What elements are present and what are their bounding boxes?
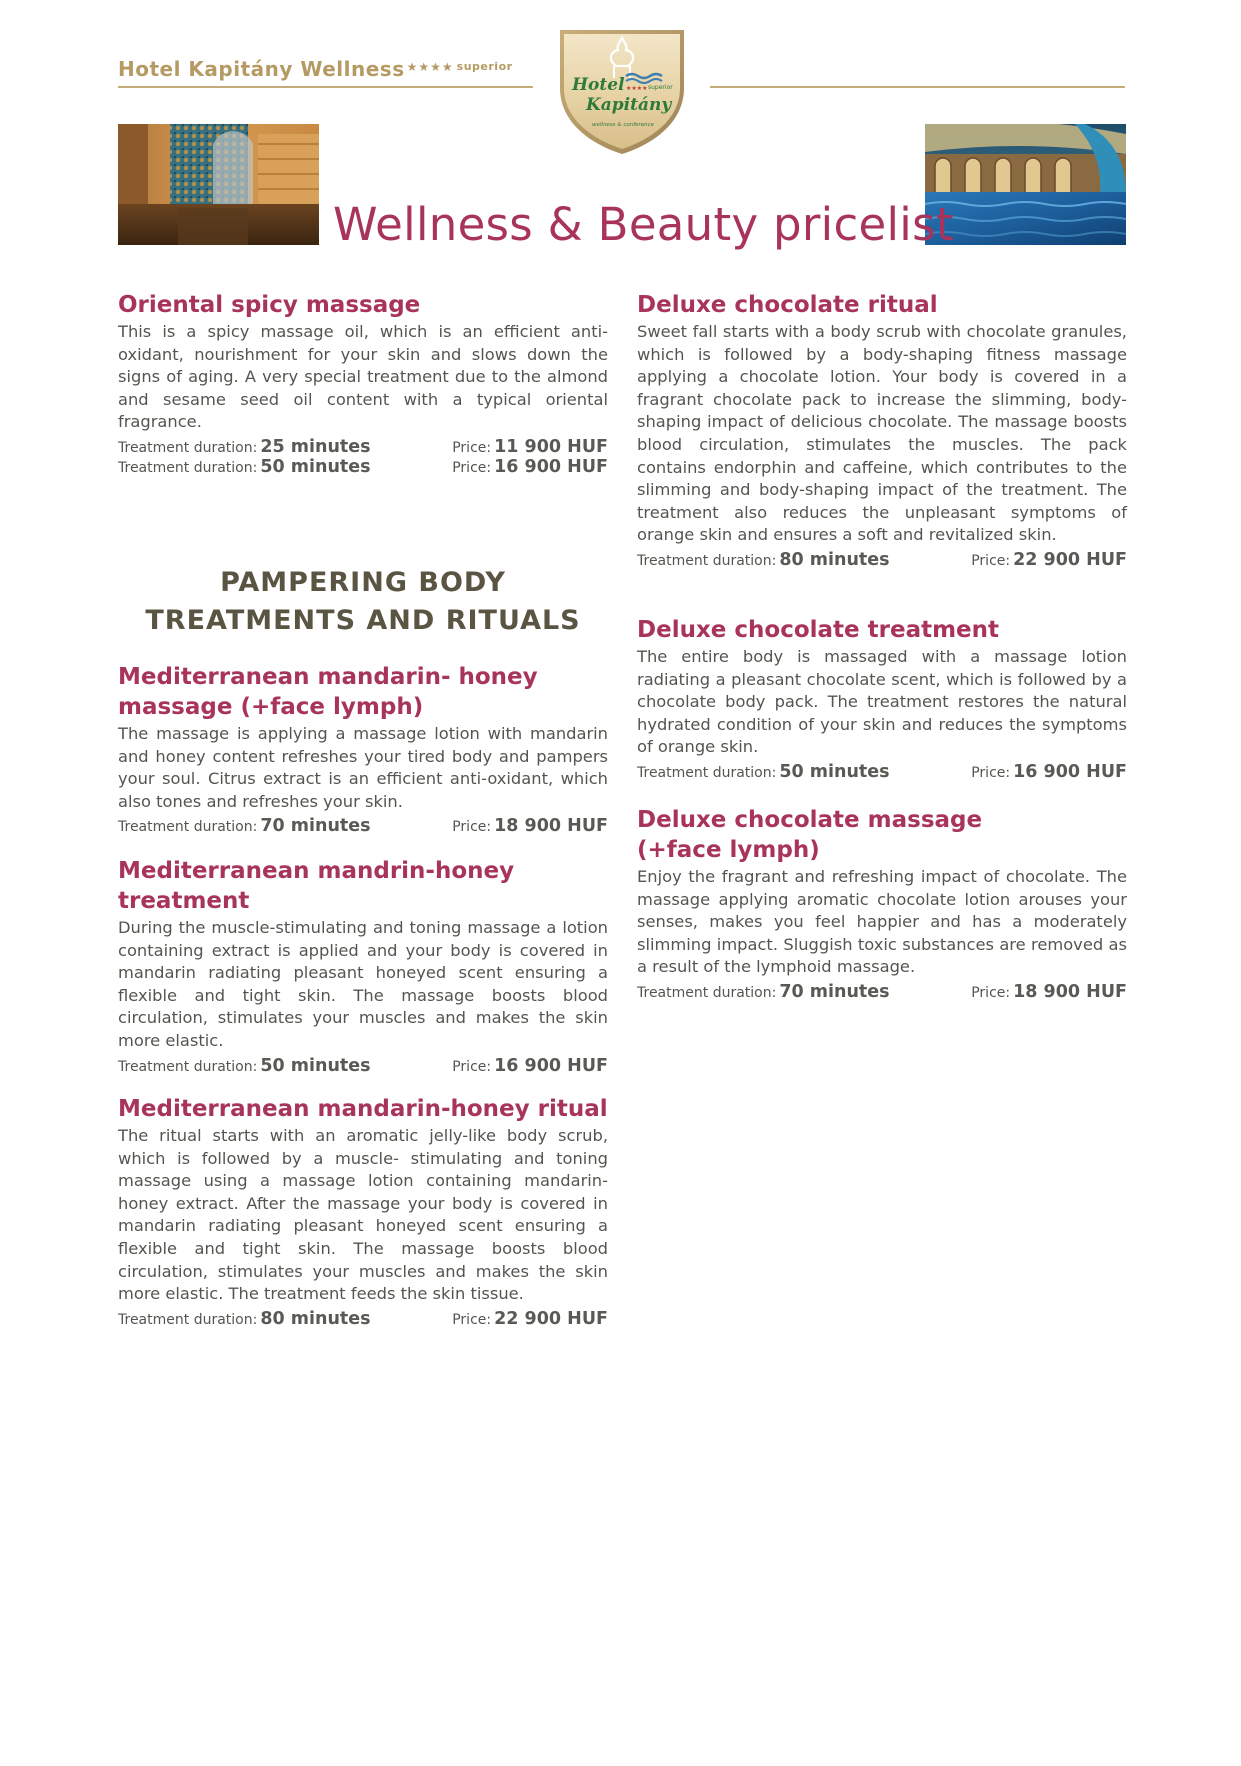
duration-value: 70 minutes: [779, 981, 890, 1002]
treatment-option-row: [637, 762, 1127, 782]
logo-tagline: wellness & conference: [592, 122, 655, 128]
treatment-description: The massage is applying a massage lotion with mandarin and honey content refreshes your tired body and pampers your soul. Citrus extract is an efficient anti-oxidant, which also tones and refreshes your skin.: [118, 724, 608, 811]
duration-label: Treatment duration:: [637, 984, 777, 1001]
treatment-mandarin-honey-massage: [118, 662, 608, 836]
price-value: 16 900 HUF: [1013, 761, 1127, 782]
price-label: Price:: [971, 764, 1011, 781]
duration-value: 50 minutes: [260, 456, 371, 477]
hotel-brand: [118, 57, 513, 81]
brand-name: Hotel Kapitány Wellness: [118, 57, 405, 81]
spa-photo-left: [118, 124, 319, 245]
treatment-title: Deluxe chocolate ritual: [637, 292, 938, 318]
treatment-mandarin-honey-ritual: [118, 1094, 608, 1329]
treatment-option-row: [637, 550, 1127, 570]
treatment-option-row: [118, 457, 608, 477]
duration-value: 80 minutes: [779, 549, 890, 570]
price-value: 18 900 HUF: [494, 816, 608, 837]
price-label: Price:: [452, 819, 492, 836]
treatment-title-line: Deluxe chocolate massage: [637, 807, 983, 833]
treatment-description: The ritual starts with an aromatic jelly-like body scrub, which is followed by a muscle- stimulating and toning massage using a massage lotion containing mandarin-honey extract. After the massage your body is covered in mandarin radiating pleasant honeyed scent ensuring a flexible and tight skin. The massage boosts blood circulation, stimulates your muscles and makes the skin more elastic. The treatment feeds the skin tissue.: [118, 1126, 608, 1304]
treatment-title-line: (+face lymph): [637, 837, 820, 863]
page-title: Wellness & Beauty pricelist: [333, 198, 954, 251]
brand-class: superior: [456, 60, 513, 73]
logo-text-hotel: Hotel: [572, 75, 625, 95]
logo-stars: ★★★★: [626, 85, 648, 92]
section-heading-line: PAMPERING BODY: [220, 567, 506, 598]
logo-text-kapitany: Kapitány: [586, 95, 672, 115]
price-label: Price:: [452, 459, 492, 476]
duration-label: Treatment duration:: [637, 552, 777, 569]
price-label: Price:: [971, 552, 1011, 569]
treatment-option-row: [637, 982, 1127, 1002]
duration-label: Treatment duration:: [118, 459, 258, 476]
treatment-description: During the muscle-stimulating and toning massage a lotion containing extract is applied and your body is covered in mandarin radiating pleasant honeyed scent ensuring a flexible and tight skin. The massage boosts blood circulation, stimulates your muscles and makes the skin more elastic.: [118, 918, 608, 1050]
hotel-logo: [556, 26, 688, 156]
price-value: 16 900 HUF: [494, 1055, 608, 1076]
treatment-description: Sweet fall starts with a body scrub with chocolate granules, which is followed by a body-shaping fitness massage applying a chocolate lotion. Your body is covered in a fragrant chocolate pack to increase the slimming, body-shaping impact of delicious chocolate. The massage boosts blood circulation, stimulates the muscles. The pack contains endorphin and caffeine, which contributes to the slimming and body-shaping impact of the treatment. The treatment also reduces the unpleasant symptoms of orange skin and ensures a soft and revitalized skin.: [637, 322, 1127, 545]
duration-label: Treatment duration:: [118, 1311, 258, 1328]
treatment-deluxe-chocolate-massage: [637, 805, 1127, 1002]
treatment-title: Mediterranean mandarin-honey ritual: [118, 1096, 608, 1122]
treatment-description: Enjoy the fragrant and refreshing impact of chocolate. The massage applying aromatic chocolate lotion arouses your senses, makes you feel happier and has a moderately slimming impact. Sluggish toxic substances are removed as a result of the lymphoid massage.: [637, 867, 1127, 977]
duration-value: 50 minutes: [260, 1055, 371, 1076]
treatment-title: [118, 662, 608, 722]
treatment-deluxe-chocolate-treatment: [637, 615, 1127, 782]
duration-label: Treatment duration:: [118, 1058, 258, 1075]
treatment-option-row: [118, 816, 608, 836]
treatment-title-line: massage (+face lymph): [118, 694, 424, 720]
brand-stars: ★★★★: [406, 60, 454, 74]
duration-value: 50 minutes: [779, 761, 890, 782]
section-heading: [118, 564, 608, 640]
price-label: Price:: [452, 1058, 492, 1075]
treatment-title-line: treatment: [118, 888, 250, 914]
treatment-title: [637, 805, 1127, 865]
treatment-description: This is a spicy massage oil, which is an efficient anti-oxidant, nourishment for your skin and slows down the signs of aging. A very special treatment due to the almond and sesame seed oil content with a typical oriental fragrance.: [118, 322, 608, 432]
price-value: 18 900 HUF: [1013, 981, 1127, 1002]
treatment-deluxe-chocolate-ritual: [637, 290, 1127, 570]
treatment-oriental-spicy-massage: [118, 290, 608, 477]
treatment-description: The entire body is massaged with a massage lotion radiating a pleasant chocolate scent, which is followed by a chocolate body pack. The treatment restores the natural hydrated condition of your skin and reduces the symptoms of orange skin.: [637, 647, 1127, 757]
header-rule-right: [710, 86, 1125, 88]
treatment-option-row: [118, 1309, 608, 1329]
treatment-title: Deluxe chocolate treatment: [637, 617, 1000, 643]
logo-class: superior: [648, 84, 673, 91]
price-value: 16 900 HUF: [494, 456, 608, 477]
duration-value: 25 minutes: [260, 436, 371, 457]
duration-label: Treatment duration:: [118, 439, 258, 456]
treatment-title: Oriental spicy massage: [118, 292, 421, 318]
treatment-title-line: Mediterranean mandrin-honey: [118, 858, 515, 884]
duration-label: Treatment duration:: [118, 819, 258, 836]
price-value: 11 900 HUF: [494, 436, 608, 457]
duration-label: Treatment duration:: [637, 764, 777, 781]
treatment-option-row: [118, 437, 608, 457]
price-label: Price:: [971, 984, 1011, 1001]
price-value: 22 900 HUF: [1013, 549, 1127, 570]
treatment-mandrin-honey-treatment: [118, 856, 608, 1076]
price-value: 22 900 HUF: [494, 1308, 608, 1329]
section-heading-line: TREATMENTS AND RITUALS: [145, 605, 581, 636]
price-label: Price:: [452, 439, 492, 456]
header-rule-left: [118, 86, 533, 88]
price-label: Price:: [452, 1311, 492, 1328]
duration-value: 70 minutes: [260, 816, 371, 837]
duration-value: 80 minutes: [260, 1308, 371, 1329]
treatment-title-line: Mediterranean mandarin- honey: [118, 664, 538, 690]
treatment-option-row: [118, 1056, 608, 1076]
treatment-title: [118, 856, 608, 916]
spa-photo-right: [925, 124, 1126, 245]
